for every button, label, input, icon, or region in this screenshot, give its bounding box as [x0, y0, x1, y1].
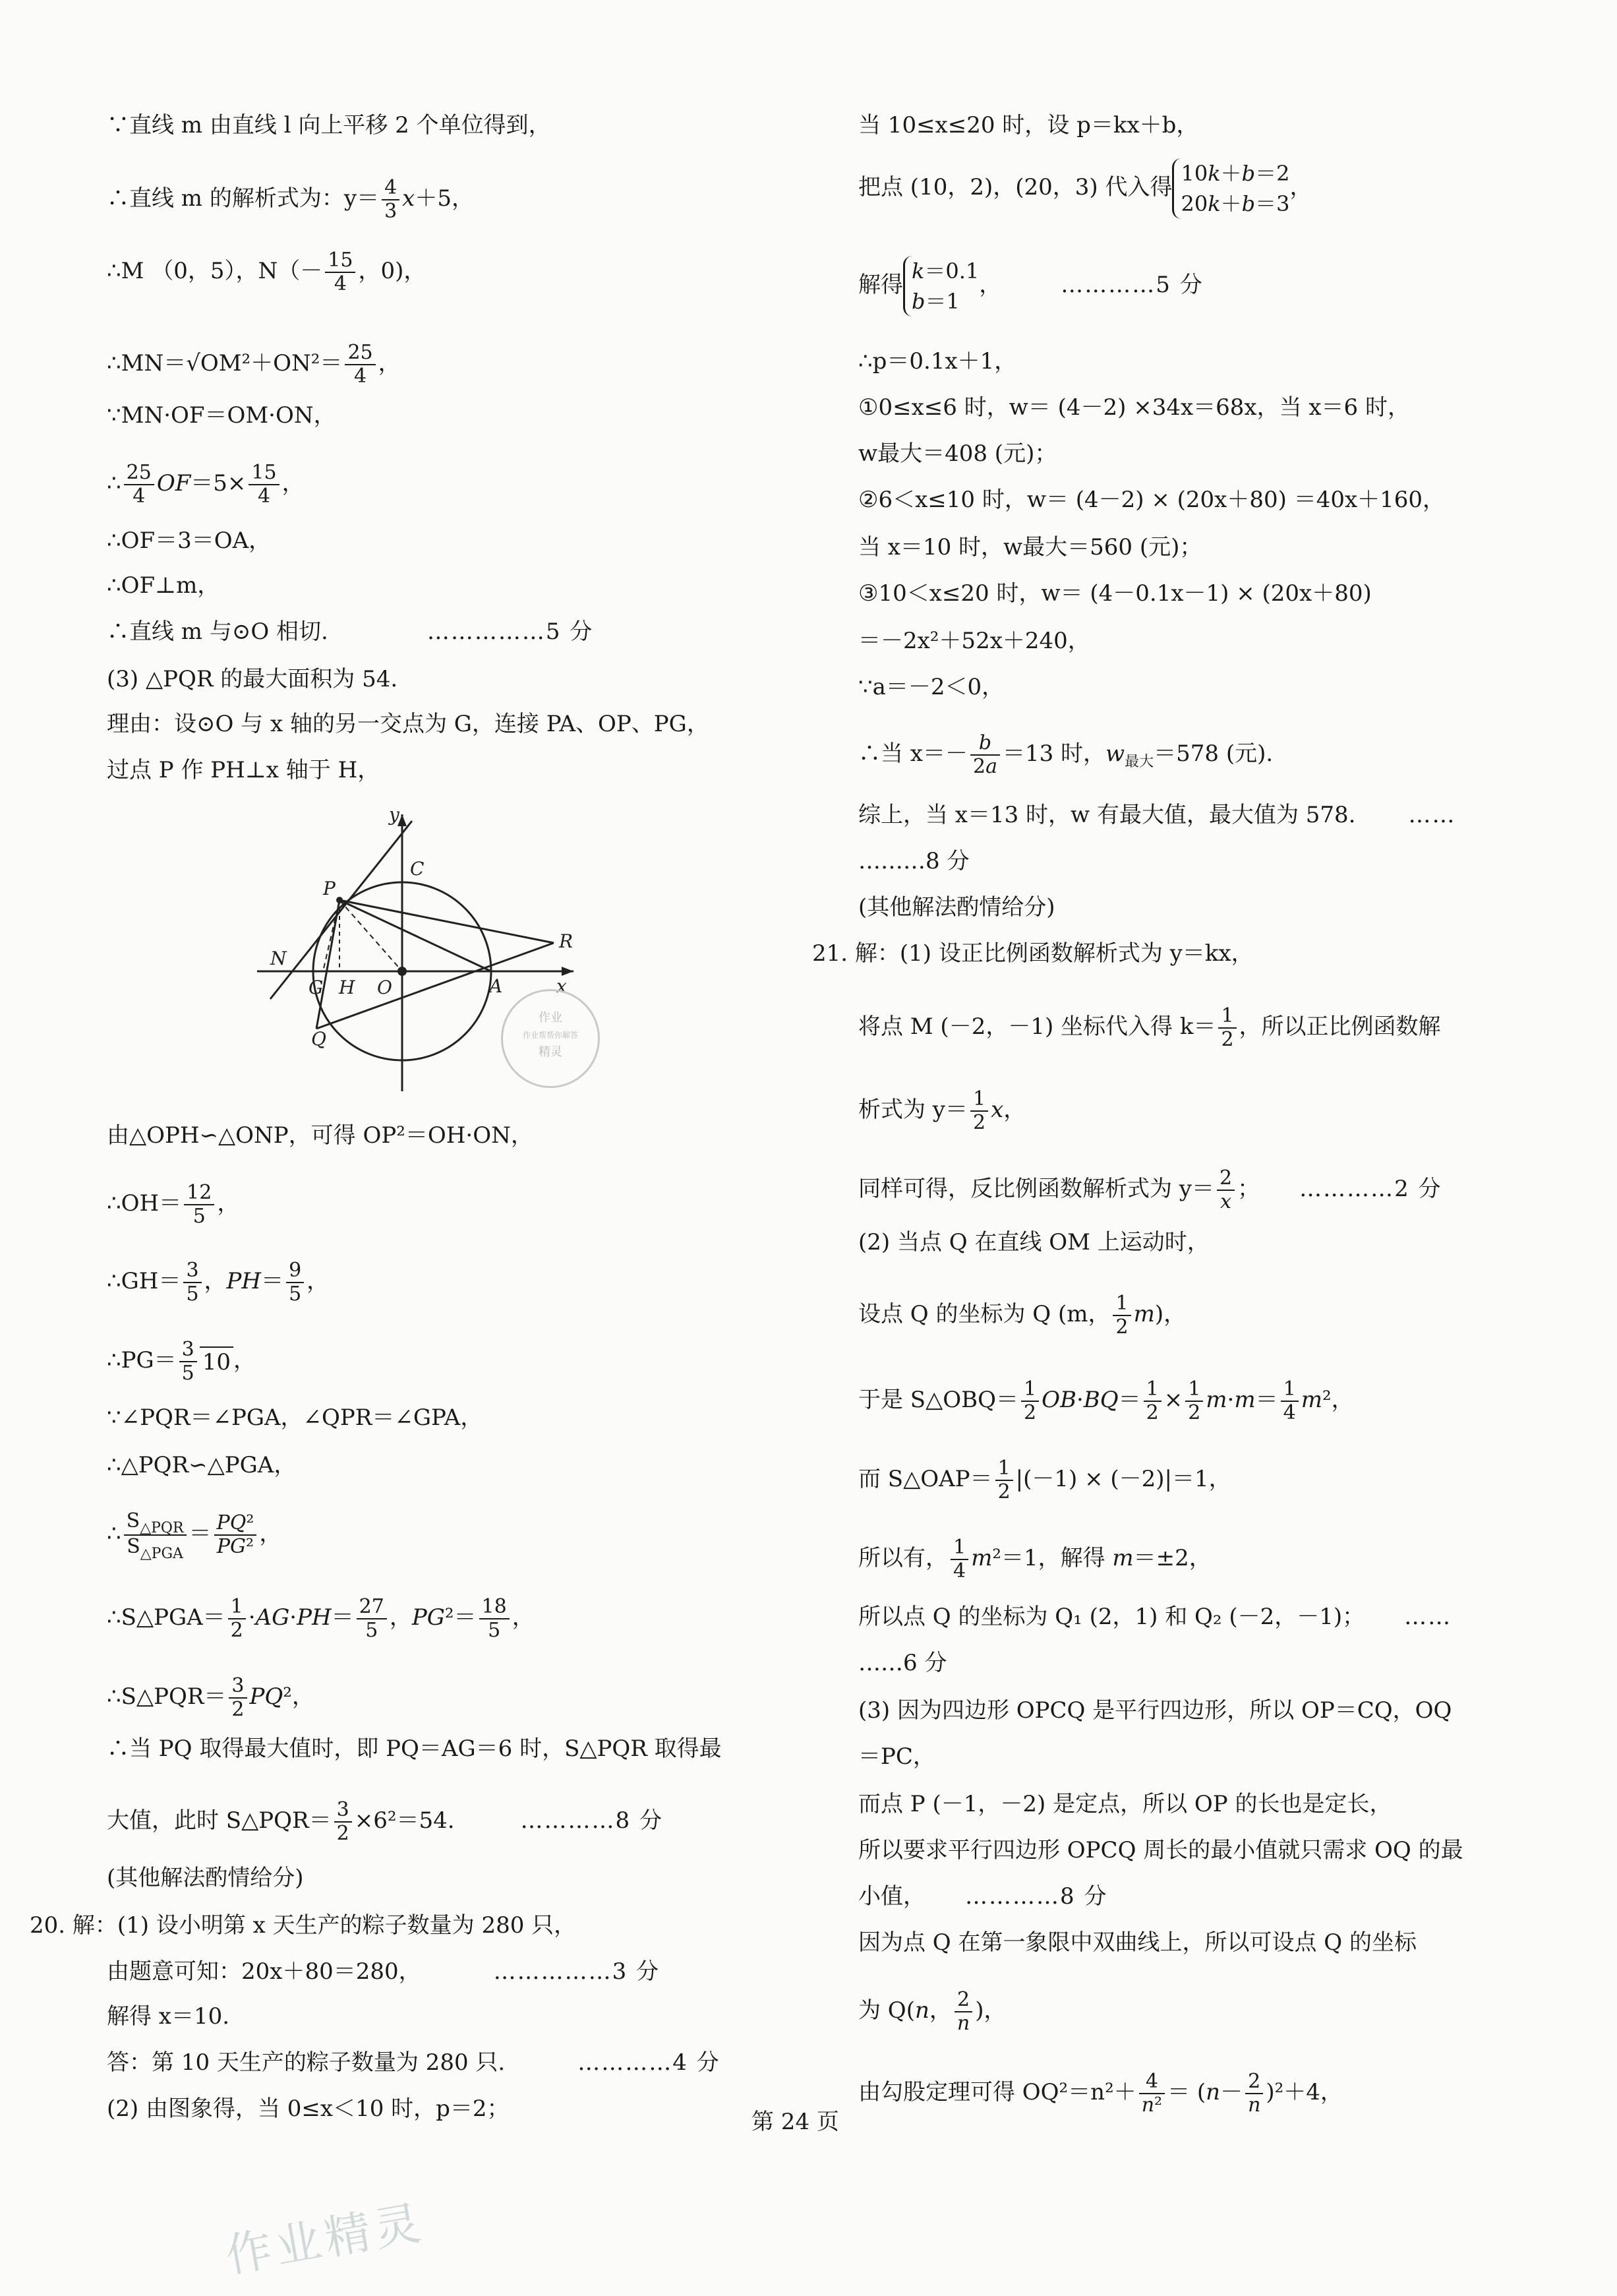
right-line-23: 而 S△OAP＝ $\frac{1}{2}$ |(－1) × (－2)|＝1，: [858, 1457, 1231, 1503]
label-n: N: [270, 948, 287, 969]
page-number: 第 24 页: [751, 2109, 839, 2135]
left-line-16: ∴PG＝ $\frac{3}{5}$ 10 ，: [107, 1338, 256, 1385]
left-line-28: 答：第 10 天生产的粽子数量为 280 只. …………4 分: [107, 2049, 720, 2076]
right-line-2: 把点 (10，2)，(20，3) 代入得 10k＋b＝2 20k＋b＝3 ，: [858, 158, 1312, 219]
right-line-1: 当 10≤x≤20 时，设 p＝kx＋b，: [858, 112, 1199, 138]
right-line-32: 因为点 Q 在第一象限中双曲线上，所以可设点 Q 的坐标: [858, 1929, 1417, 1956]
right-line-33: 为 Q(n， $\frac{2}{n}$ )，: [858, 1988, 1007, 2035]
left-line-29: (2) 由图象得，当 0≤x＜10 时，p＝2；: [107, 2096, 510, 2122]
label-p: P: [323, 878, 336, 899]
left-line-21: ∴S△PQR＝ $\frac{3}{2}$ PQ²，: [107, 1674, 314, 1721]
right-line-29: 而点 P (－1，－2) 是定点，所以 OP 的长也是定长，: [858, 1791, 1392, 1817]
left-line-27: 解得 x＝10.: [107, 2003, 230, 2030]
left-line-14: ∴OH＝ $\frac{12}{5}$ ，: [107, 1181, 240, 1228]
left-line-8: ∴OF⊥m，: [107, 572, 220, 599]
label-a: A: [489, 975, 503, 997]
left-line-4: ∴MN＝√OM²＋ON²＝ $\frac{25}{4}$ ，: [107, 341, 401, 388]
left-line-1: ∵直线 m 由直线 l 向上平移 2 个单位得到，: [107, 112, 551, 138]
right-line-7: ②6＜x≤10 时，w＝ (4－2) × (20x＋80) ＝40x＋160，: [858, 487, 1446, 513]
right-line-25: 所以点 Q 的坐标为 Q₁ (2，1) 和 Q₂ (－2，－1)； ……: [858, 1604, 1452, 1630]
label-h: H: [339, 977, 355, 998]
left-line-18: ∴△PQR∽△PGA，: [107, 1452, 297, 1478]
right-line-34: 由勾股定理可得 OQ²＝n²＋ $\frac{4}{\text{n²}}$ ＝ (n－ $\frac{2}{n}$ )²＋4，: [858, 2070, 1343, 2117]
right-line-15: (其他解法酌情给分): [858, 894, 1055, 921]
left-line-23: 大值，此时 S△PQR＝ $\frac{3}{2}$ ×6²＝54. …………8 分: [107, 1798, 663, 1845]
right-line-12: ∴当 x＝－ $\frac{b}{2a}$ ＝13 时，$w_{最大}=578$ (元).: [858, 731, 1274, 778]
left-line-24: (其他解法酌情给分): [107, 1865, 304, 1891]
left-line-15: ∴GH＝ $\frac{3}{5}$ ，PH＝ $\frac{9}{5}$ ，: [107, 1259, 330, 1306]
left-line-5: ∵MN·OF＝OM·ON，: [107, 402, 336, 429]
label-y: y: [389, 804, 399, 826]
label-x: x: [556, 975, 567, 997]
left-line-7: ∴OF＝3＝OA，: [107, 528, 272, 554]
right-line-8: 当 x＝10 时，w最大＝560 (元)；: [858, 534, 1202, 560]
right-line-24: 所以有， $\frac{1}{4}$ m²＝1，解得 m＝±2，: [858, 1536, 1212, 1583]
left-line-2: ∴直线 m 的解析式为：y＝ $\frac{4}{3}$ x＋5，: [107, 176, 474, 223]
right-line-9: ③10＜x≤20 时，w＝ (4－0.1x－1) × (20x＋80): [858, 580, 1372, 607]
left-line-12: 过点 P 作 PH⊥x 轴于 H，: [107, 757, 380, 783]
right-line-22: 于是 S△OBQ＝ $\frac{1}{2}$ OB·BQ＝ $\frac{1}{2}$ × $\frac{1}{2}$ m·m＝ $\frac{1}{4}$ m²，: [858, 1377, 1354, 1424]
left-line-20: ∴S△PGA＝ $\frac{1}{2}$ ·AG·PH＝ $\frac{27}{5}$ ，PG²＝ $\frac{18}{5}$ ，: [107, 1595, 535, 1642]
left-line-13: 由△OPH∽△ONP，可得 OP²＝OH·ON，: [107, 1122, 533, 1149]
right-line-3: 解得 k＝0.1 b＝1 ， …………5 分: [858, 256, 1204, 317]
left-line-10: (3) △PQR 的最大面积为 54.: [107, 666, 398, 692]
right-line-28: ＝PC，: [858, 1743, 935, 1770]
right-line-11: ∵a＝－2＜0，: [858, 674, 1005, 700]
right-line-30: 所以要求平行四边形 OPCQ 周长的最小值就只需求 OQ 的最: [858, 1837, 1463, 1863]
label-r: R: [559, 930, 573, 952]
right-line-13: 综上，当 x＝13 时，w 有最大值，最大值为 578. ……: [858, 802, 1456, 828]
label-c: C: [410, 858, 425, 880]
right-line-21: 设点 Q 的坐标为 Q (m， $\frac{1}{2}$ m)，: [858, 1292, 1187, 1339]
label-o: O: [377, 977, 392, 998]
label-g: G: [309, 977, 324, 998]
right-line-27: (3) 因为四边形 OPCQ 是平行四边形，所以 OP＝CQ，OQ: [858, 1697, 1452, 1724]
left-line-22: ∴当 PQ 取得最大值时，即 PQ＝AG＝6 时，S△PQR 取得最: [107, 1736, 722, 1762]
left-line-3: ∴M （0，5），N（－ $\frac{15}{4}$ ，0)，: [107, 249, 426, 295]
right-line-6: w最大＝408 (元)；: [858, 440, 1057, 467]
left-line-19: ∴ $\frac{S_{\triangle PQR}}{S_{\triangle PGA}}$ ＝ $\frac{\text{PQ²}}{\text{PG²}}$ ，: [107, 1509, 282, 1562]
right-line-31: 小值， …………8 分: [858, 1883, 1108, 1910]
watermark: 作业精灵: [221, 2195, 428, 2283]
right-line-17: 将点 M (－2，－1) 坐标代入得 k＝ $\frac{1}{2}$ ，所以正比例函数解: [858, 1004, 1441, 1051]
right-line-16: 21. 解：(1) 设正比例函数解析式为 y＝kx，: [812, 940, 1254, 967]
right-line-14: ………8 分: [858, 848, 970, 874]
left-line-11: 理由：设⊙O 与 x 轴的另一交点为 G，连接 PA、OP、PG，: [107, 711, 709, 737]
left-line-25: 20. 解：(1) 设小明第 x 天生产的粽子数量为 280 只，: [30, 1912, 577, 1939]
left-line-26: 由题意可知：20x＋80＝280， ……………3 分: [107, 1958, 661, 1985]
right-line-4: ∴p＝0.1x＋1，: [858, 348, 1017, 375]
right-line-19: 同样可得，反比例函数解析式为 y＝ $\frac{2}{x}$ ； …………2 分: [858, 1166, 1442, 1213]
left-line-6: ∴ $\frac{25}{4}$ OF＝5× $\frac{15}{4}$ ，: [107, 461, 305, 508]
right-line-18: 析式为 y＝ $\frac{1}{2}$ x，: [858, 1087, 1026, 1134]
right-line-20: (2) 当点 Q 在直线 OM 上运动时，: [858, 1229, 1210, 1255]
right-line-26: ……6 分: [858, 1650, 947, 1676]
left-line-17: ∵∠PQR＝∠PGA，∠QPR＝∠GPA，: [107, 1405, 483, 1431]
right-line-5: ①0≤x≤6 时，w＝ (4－2) ×34x＝68x，当 x＝6 时，: [858, 394, 1411, 421]
label-q: Q: [311, 1028, 326, 1050]
app-stamp: 作业 作业帮帮你解答 精灵: [501, 989, 600, 1088]
right-line-10: ＝－2x²＋52x＋240，: [858, 628, 1090, 654]
left-line-9: ∴直线 m 与⊙O 相切. ……………5 分: [107, 619, 594, 645]
